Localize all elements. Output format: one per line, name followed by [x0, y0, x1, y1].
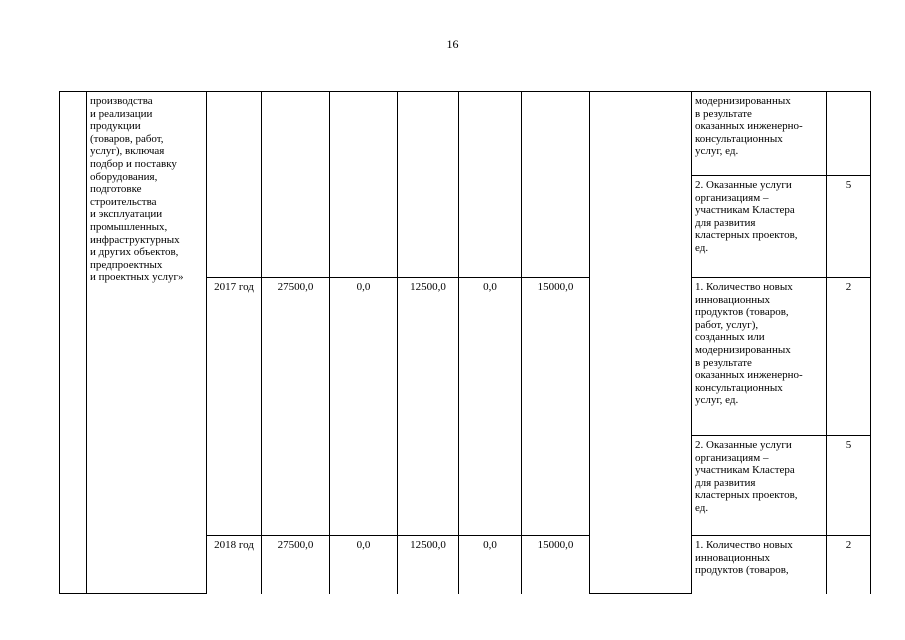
indicator-text: модернизированных в результате оказанных инженерно- консультационных услуг, ед. [692, 92, 827, 176]
indicator-value: 2 [827, 536, 871, 594]
indicator-text: 1. Количество новых инновационных продуктов (товаров, [692, 536, 827, 594]
year-cell [207, 92, 262, 278]
indicator-text: 1. Количество новых инновационных продуктов (товаров, работ, услуг), созданных или модернизированных в результате оказанных инженерно- консультационных услуг, ед. [692, 278, 827, 436]
total-amount-cell: 27500,0 [262, 536, 330, 594]
indicator-value: 2 [827, 278, 871, 436]
funding-table [59, 91, 871, 594]
amount-cell: 12500,0 [398, 536, 459, 594]
total-amount-cell [262, 92, 330, 278]
year-cell: 2017 год [207, 278, 262, 536]
number-cell [60, 92, 87, 594]
amount-cell: 0,0 [459, 278, 522, 536]
table-row [60, 92, 871, 176]
indicator-value [827, 92, 871, 176]
amount-cell: 0,0 [459, 536, 522, 594]
amount-cell [459, 92, 522, 278]
indicator-value: 5 [827, 436, 871, 536]
year-cell: 2018 год [207, 536, 262, 594]
amount-cell [330, 92, 398, 278]
amount-cell: 0,0 [330, 278, 398, 536]
amount-cell [398, 92, 459, 278]
empty-cell [590, 92, 692, 594]
page-number: 16 [446, 37, 459, 51]
amount-cell: 0,0 [330, 536, 398, 594]
amount-cell: 15000,0 [522, 536, 590, 594]
indicator-text: 2. Оказанные услуги организациям – участникам Кластера для развития кластерных проектов, ед. [692, 176, 827, 278]
indicator-text: 2. Оказанные услуги организациям – участникам Кластера для развития кластерных проектов, ед. [692, 436, 827, 536]
amount-cell: 15000,0 [522, 278, 590, 536]
total-amount-cell: 27500,0 [262, 278, 330, 536]
activity-description: производства и реализации продукции (товаров, работ, услуг), включая подбор и поставку оборудования, подготовке строительства и эксплуатации промышленных, инфраструктурных и других объектов, предпроектных и проектных услуг» [87, 92, 207, 594]
amount-cell [522, 92, 590, 278]
indicator-value: 5 [827, 176, 871, 278]
amount-cell: 12500,0 [398, 278, 459, 536]
